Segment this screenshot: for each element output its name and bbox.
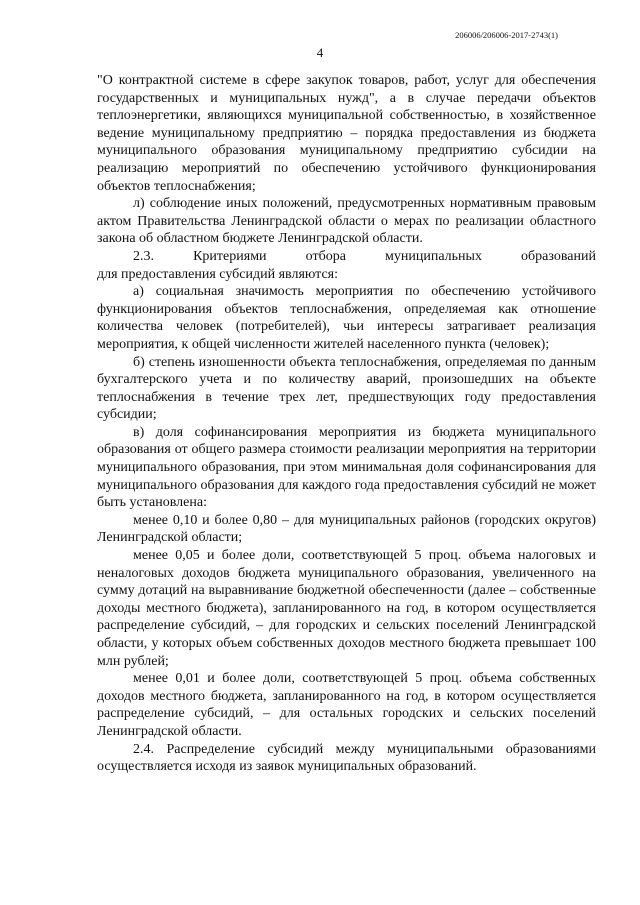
section-2-3-heading (97, 248, 596, 266)
section-number: 2.3. (133, 248, 154, 264)
paragraph-criterion-b: б) степень изношенности объекта теплоснабжения, определяемая по данным бухгалтерского учета и по количеству аварий, произошедших на объекте теплоснабжения в течение трех лет, предшествующих году предоставления субсидии; (97, 354, 596, 423)
heading-word: Критериями (193, 248, 267, 264)
document-body (97, 72, 596, 776)
paragraph-section-2-4: 2.4. Распределение субсидий между муниципальными образованиями осуществляется исходя из заявок муниципальных образований. (97, 741, 596, 775)
heading-word: муниципальных (385, 248, 482, 264)
paragraph-criterion-v: в) доля софинансирования мероприятия из бюджета муниципального образования от общего размера стоимости реализации мероприятия на территории муниципального образования, при этом минимальная доля софинансирования для муниципального образования для каждого года предоставления субсидий не может быть установлена: (97, 424, 596, 511)
paragraph-share-districts: менее 0,10 и более 0,80 – для муниципальных районов (городских округов) Ленинградской области; (97, 512, 596, 546)
document-code: 206006/206006-2017-2743(1) (455, 30, 558, 40)
paragraph-share-other-settlements: менее 0,01 и более доли, соответствующей 5 проц. объема собственных доходов местного бюджета, запланированного на год, в котором осуществляется распределение субсидий, – для остальных городских и сельских поселений Ленинградской области. (97, 671, 596, 739)
heading-word: отбора (305, 248, 346, 264)
heading-word: образований (521, 248, 596, 264)
section-2-3-heading-continuation: для предоставления субсидий являются: (97, 266, 338, 282)
page-number: 4 (316, 45, 324, 60)
paragraph-contract-system: "О контрактной системе в сфере закупок товаров, работ, услуг для обеспечения государственных и муниципальных нужд", а в случае передачи объектов теплоэнергетики, являющихся муниципальной собственностью, в хозяйственное ведение муниципальному предприятию – порядка предоставления из бюджета муниципального образования муниципальному предприятию субсидии на реализацию мероприятий по обеспечению устойчивого функционирования объектов теплоснабжения; (97, 73, 596, 194)
paragraph-item-l: л) соблюдение иных положений, предусмотренных нормативным правовым актом Правительства Ленинградской области о мерах по реализации областного закона об областном бюджете Ленинградской области. (97, 196, 596, 247)
paragraph-criterion-a: а) социальная значимость мероприятия по обеспечению устойчивого функционирования объектов теплоснабжения, определяемая как отношение количества человек (потребителей), чьи интересы затрагивает реализация мероприятия, к общей численности жителей населенного пункта (человек); (97, 284, 596, 352)
paragraph-share-large-settlements: менее 0,05 и более доли, соответствующей 5 проц. объема налоговых и неналоговых доходов бюджета муниципального образования, увеличенного на сумму дотаций на выравнивание бюджетной обеспеченности (далее – собственные доходы местного бюджета), запланированного на год, в котором осуществляется распределение субсидий, – для городских и сельских поселений Ленинградской области, у которых объем собственных доходов местного бюджета превышает 100 млн рублей; (97, 548, 596, 669)
